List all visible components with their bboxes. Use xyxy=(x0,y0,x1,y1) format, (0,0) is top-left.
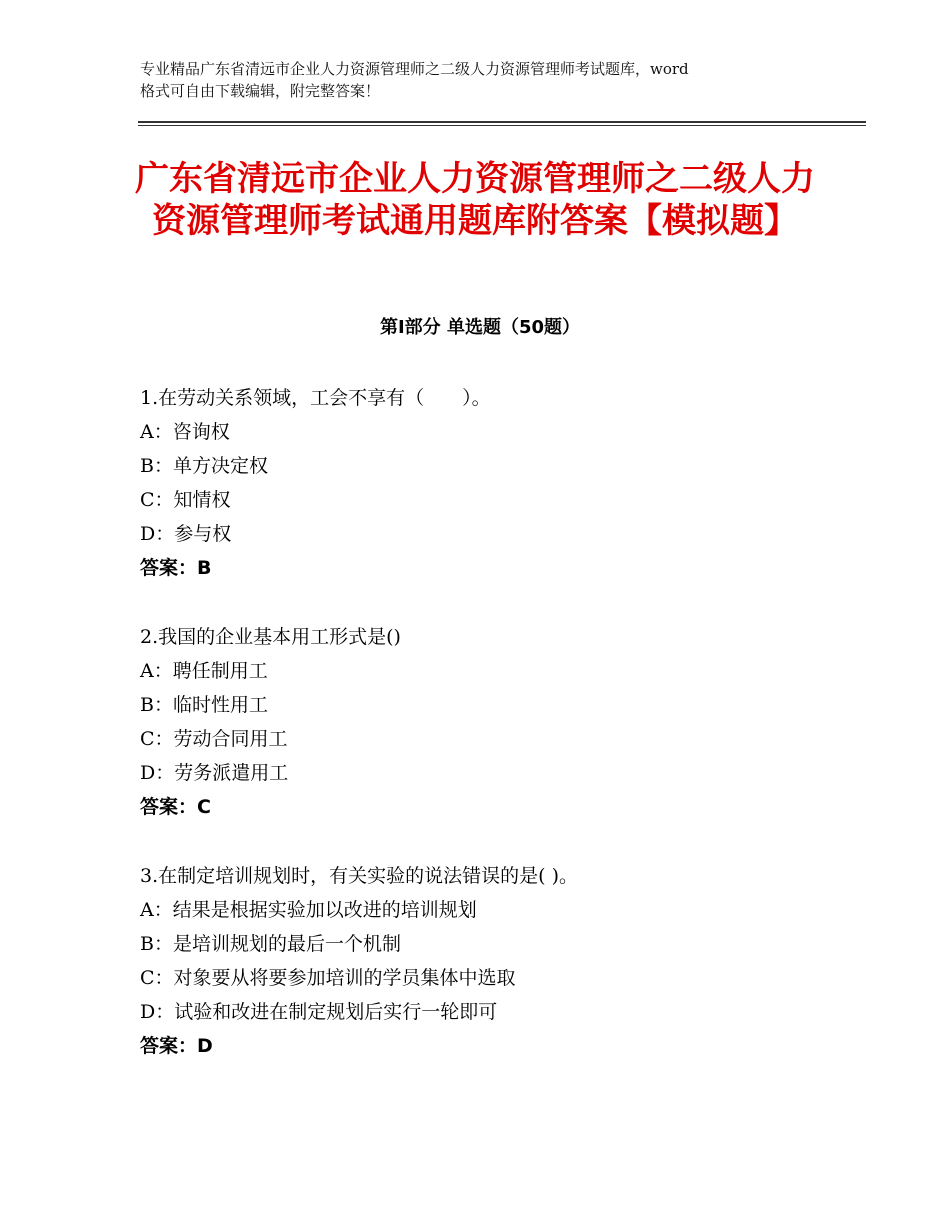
answer-line: 答案：C xyxy=(140,796,211,818)
option-a: A：聘任制用工 xyxy=(140,660,268,682)
header-note-line-2: 格式可自由下载编辑，附完整答案！ xyxy=(140,82,381,100)
header-note xyxy=(140,58,840,102)
question-stem: 3.在制定培训规划时，有关实验的说法错误的是( )。 xyxy=(140,865,578,887)
option-d: D：试验和改进在制定规划后实行一轮即可 xyxy=(140,1001,498,1023)
document-title: 广东省清远市企业人力资源管理师之二级人力资源管理师考试通用题库附答案【模拟题】 xyxy=(135,159,815,241)
option-b: B：单方决定权 xyxy=(140,455,268,477)
question-stem: 2.我国的企业基本用工形式是() xyxy=(140,626,401,648)
option-a: A：结果是根据实验加以改进的培训规划 xyxy=(140,899,477,921)
question-item xyxy=(140,381,840,585)
answer-line: 答案：B xyxy=(140,557,212,579)
header-note-line-1: 专业精品广东省清远市企业人力资源管理师之二级人力资源管理师考试题库，word xyxy=(140,60,689,78)
answer-line: 答案：D xyxy=(140,1035,213,1057)
option-d: D：劳务派遣用工 xyxy=(140,762,289,784)
section-heading: 第Ⅰ部分 单选题（50题） xyxy=(379,317,580,338)
option-b: B：是培训规划的最后一个机制 xyxy=(140,933,401,955)
header-divider-thin xyxy=(138,125,866,126)
question-item xyxy=(140,859,840,1063)
question-stem: 1.在劳动关系领域，工会不享有（ ）。 xyxy=(140,387,491,409)
option-c: C：对象要从将要参加培训的学员集体中选取 xyxy=(140,967,516,989)
question-item xyxy=(140,620,840,824)
option-c: C：知情权 xyxy=(140,489,231,511)
header-divider xyxy=(138,121,866,123)
option-a: A：咨询权 xyxy=(140,421,230,443)
option-c: C：劳动合同用工 xyxy=(140,728,288,750)
option-d: D：参与权 xyxy=(140,523,232,545)
option-b: B：临时性用工 xyxy=(140,694,268,716)
